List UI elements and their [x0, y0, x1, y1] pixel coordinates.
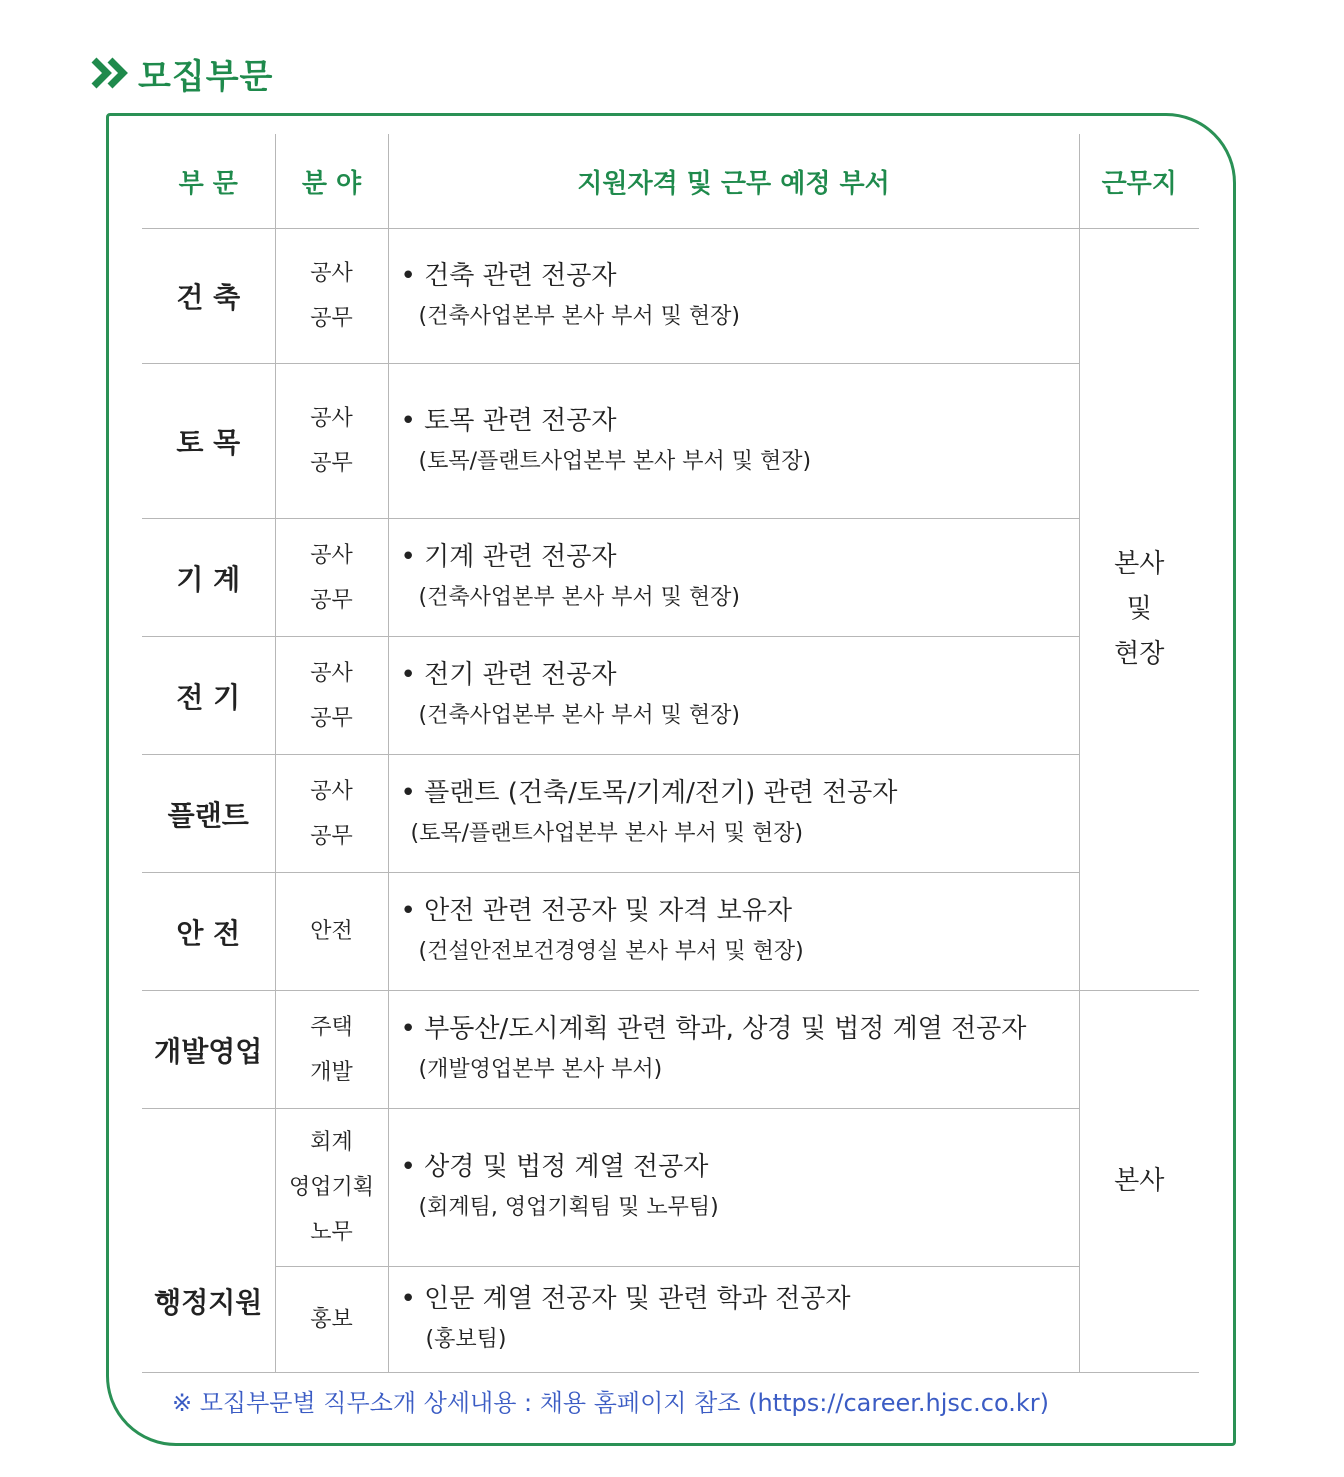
- field-cell: [275, 229, 388, 364]
- location-label: 현장: [1114, 639, 1165, 669]
- dept-cell: 전 기: [142, 637, 275, 755]
- table-row: [142, 991, 1199, 1109]
- dept-cell: 플랜트: [142, 755, 275, 873]
- desc-sub: (회계팀, 영업기획팀 및 노무팀): [418, 1195, 719, 1220]
- field-label: 개발: [310, 1059, 353, 1085]
- dept-cell: 건 축: [142, 229, 275, 364]
- desc-cell: [388, 229, 1079, 364]
- field-label: 영업기획: [288, 1175, 374, 1200]
- desc-sub: (건설안전보건경영실 본사 부서 및 현장): [418, 939, 804, 964]
- desc-sub: (건축사업본부 본사 부서 및 현장): [418, 585, 740, 610]
- desc-cell: [388, 637, 1079, 755]
- field-label: 공무: [310, 705, 353, 731]
- field-cell: [275, 991, 388, 1109]
- desc-main: • 토목 관련 전공자: [400, 405, 617, 436]
- field-label: 홍보: [310, 1307, 353, 1332]
- location-label: 및: [1126, 594, 1152, 624]
- dept-cell: 토 목: [142, 364, 275, 519]
- desc-main: • 안전 관련 전공자 및 자격 보유자: [400, 896, 792, 926]
- desc-main: • 전기 관련 전공자: [400, 660, 617, 690]
- field-cell: [275, 519, 388, 637]
- desc-cell: [388, 1109, 1079, 1267]
- field-label: 공무: [310, 587, 353, 613]
- dept-cell: 안 전: [142, 873, 275, 991]
- field-cell: [275, 364, 388, 519]
- section-title: 모집부문: [138, 56, 274, 97]
- desc-sub: (토목/플랜트사업본부 본사 부서 및 현장): [418, 448, 812, 474]
- desc-main: • 상경 및 법정 계열 전공자: [400, 1152, 709, 1182]
- field-label: 공무: [310, 451, 353, 476]
- field-label: 공사: [310, 406, 353, 431]
- table-row: [142, 873, 1199, 991]
- field-label: 공사: [310, 542, 353, 568]
- dept-cell: 기 계: [142, 519, 275, 637]
- table-row: [142, 519, 1199, 637]
- location-cell: [1079, 229, 1199, 991]
- field-cell: [275, 637, 388, 755]
- field-label: 공사: [310, 660, 353, 686]
- desc-cell: [388, 873, 1079, 991]
- desc-cell: [388, 755, 1079, 873]
- header-location: 근무지: [1079, 134, 1199, 229]
- field-label: 노무: [310, 1220, 353, 1245]
- table-row: [142, 1109, 1199, 1267]
- desc-sub: (건축사업본부 본사 부서 및 현장): [418, 703, 740, 728]
- table-row: [142, 364, 1199, 519]
- dept-cell: 행정지원: [142, 1109, 275, 1373]
- location-label: 본사: [1114, 549, 1165, 579]
- header-field: 분 야: [275, 134, 388, 229]
- table-row: [142, 755, 1199, 873]
- desc-sub: (건축사업본부 본사 부서 및 현장): [418, 303, 740, 329]
- field-label: 공무: [310, 306, 353, 331]
- desc-main: • 기계 관련 전공자: [400, 542, 617, 572]
- desc-cell: [388, 519, 1079, 637]
- location-cell: 본사: [1079, 991, 1199, 1373]
- desc-sub: (개발영업본부 본사 부서): [418, 1057, 663, 1082]
- field-label: 공사: [310, 778, 353, 804]
- table-row: [142, 1267, 1199, 1373]
- desc-main: • 건축 관련 전공자: [400, 260, 617, 291]
- desc-cell: [388, 991, 1079, 1109]
- section-header: [90, 48, 273, 98]
- table-row: [142, 637, 1199, 755]
- recruitment-table: [142, 134, 1199, 1373]
- desc-sub: (홍보팀): [425, 1327, 507, 1352]
- dept-cell: 개발영업: [142, 991, 275, 1109]
- field-label: 공무: [310, 823, 353, 849]
- desc-cell: [388, 1267, 1079, 1373]
- double-chevron-right-icon: [90, 56, 130, 90]
- field-cell: [275, 755, 388, 873]
- field-cell: [275, 1267, 388, 1373]
- table-row: [142, 229, 1199, 364]
- desc-main: • 플랜트 (건축/토목/기계/전기) 관련 전공자: [400, 778, 898, 808]
- table-header-row: [142, 134, 1199, 229]
- desc-main: • 부동산/도시계획 관련 학과, 상경 및 법정 계열 전공자: [400, 1014, 1027, 1044]
- field-cell: [275, 873, 388, 991]
- desc-sub: (토목/플랜트사업본부 본사 부서 및 현장): [410, 821, 804, 846]
- field-label: 안전: [310, 919, 353, 944]
- field-cell: [275, 1109, 388, 1267]
- header-dept: 부 문: [178, 168, 238, 199]
- footnote: ※ 모집부문별 직무소개 상세내용 : 채용 홈페이지 참조 (https://career.hjsc.co.kr): [172, 1389, 1049, 1417]
- header-desc: 지원자격 및 근무 예정 부서: [388, 134, 1079, 229]
- field-label: 회계: [310, 1130, 353, 1155]
- field-label: 공사: [310, 261, 353, 286]
- desc-main: • 인문 계열 전공자 및 관련 학과 전공자: [400, 1284, 851, 1314]
- field-label: 주택: [310, 1014, 353, 1040]
- desc-cell: [388, 364, 1079, 519]
